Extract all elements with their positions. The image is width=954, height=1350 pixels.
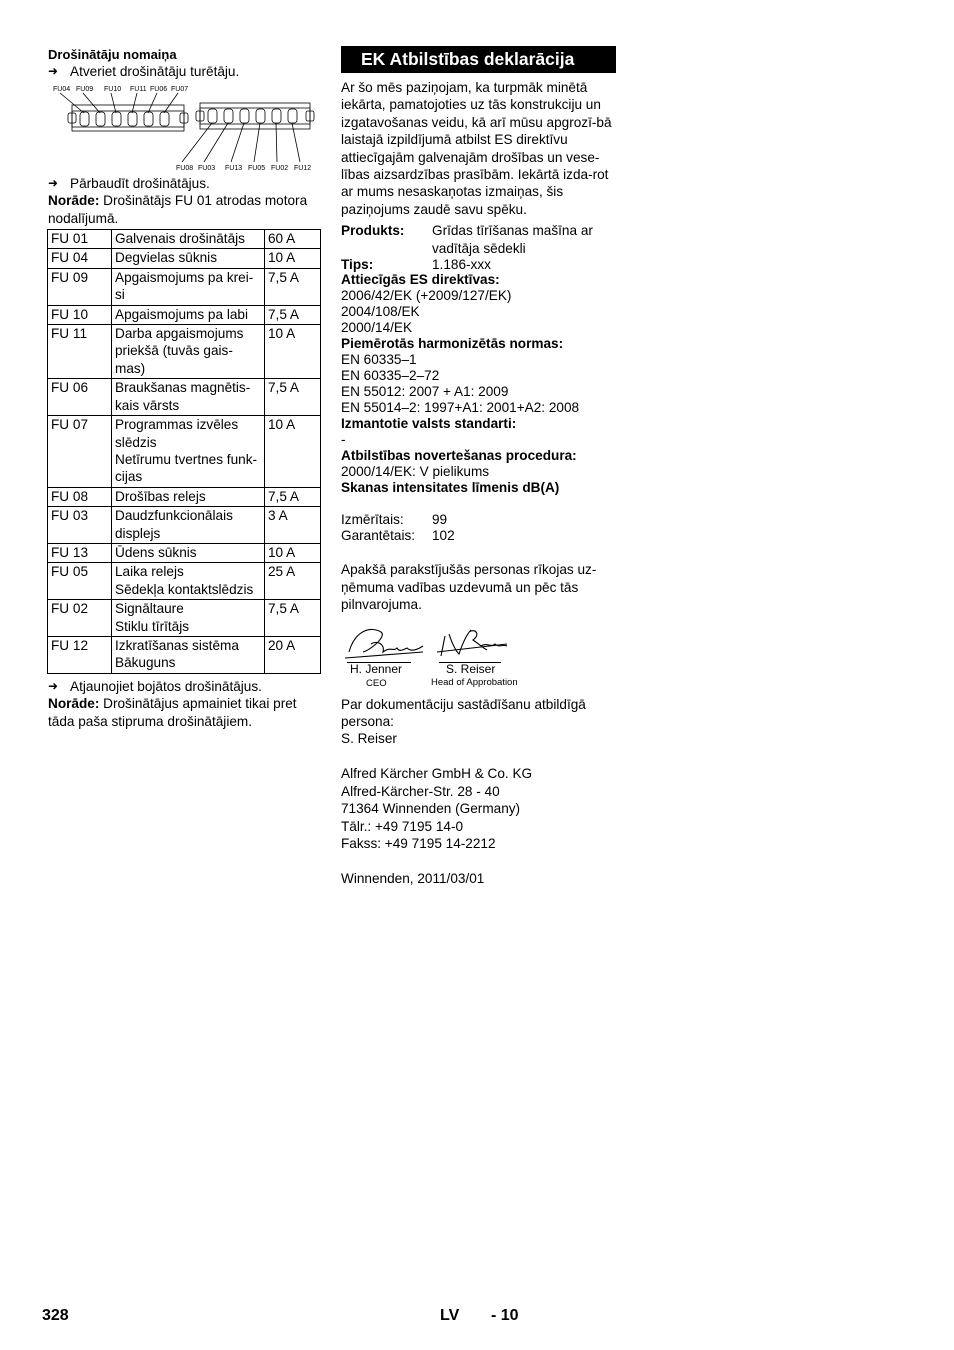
fuse-id: FU 07	[48, 416, 112, 488]
directives-label: Attiecīgās ES direktīvas:	[341, 272, 500, 288]
fuse-description-line: Apgaismojums pa labi	[115, 306, 248, 322]
step-text: Atjaunojiet bojātos drošinātājus.	[70, 678, 262, 694]
fuse-description-line: Drošības relejs	[115, 488, 206, 504]
place-date: Winnenden, 2011/03/01	[341, 870, 485, 886]
step-open-holder	[48, 63, 321, 80]
procedure-label: Atbilstības novertešanas procedura:	[341, 448, 577, 464]
norms-list	[341, 352, 616, 416]
fuse-description-line: Bākuguns	[115, 655, 176, 671]
fuse-description	[112, 636, 265, 673]
fuse-holder-diagram	[50, 85, 316, 171]
fuse-id: FU 04	[48, 249, 112, 268]
step-text: Atveriet drošinātāju turētāju.	[70, 64, 240, 80]
product-row: Produkts: Grīdas tīrīšanas mašīna ar vadītāja sēdekli	[341, 223, 593, 256]
signature-block	[341, 622, 616, 689]
national-standards-label: Izmantotie valsts standarti:	[341, 416, 517, 432]
step-replace-fuses	[48, 678, 321, 695]
directive-item: 2000/14/EK	[341, 320, 413, 336]
diagram-label-bottom: FU03	[198, 164, 216, 171]
right-column	[341, 46, 616, 887]
table-row	[48, 416, 321, 488]
fuse-rating: 3 A	[265, 507, 321, 544]
step-check-fuses	[48, 175, 321, 192]
norms-label: Piemērotās harmonizētās normas:	[341, 336, 564, 352]
fuse-description-line: Laika relejs	[115, 564, 184, 580]
fuse-description	[112, 543, 265, 562]
fuse-description-line: Ūdens sūknis	[115, 544, 197, 560]
norm-item: EN 60335–2–72	[341, 368, 440, 384]
fuse-id: FU 13	[48, 543, 112, 562]
fuse-description	[112, 563, 265, 600]
fuse-description-line: Sēdekļa kontaktslēdzis	[115, 581, 254, 597]
sub-page-number: - 10	[491, 1307, 519, 1324]
diagram-label-top: FU06	[150, 85, 168, 93]
fuse-description	[112, 305, 265, 324]
company-address	[341, 765, 616, 852]
note-motor-fuse: Norāde: Drošinātājs FU 01 atrodas motora nodalījumā.	[48, 193, 308, 226]
procedure-value: 2000/14/EK: V pielikums	[341, 464, 490, 480]
fuse-rating: 10 A	[265, 249, 321, 268]
fuse-description-line: Apgaismojums pa krei-si	[115, 269, 254, 303]
language-code: LV	[440, 1307, 460, 1324]
fuse-description-line: Daudzfunkcionālais displejs	[115, 508, 233, 541]
step-text: Pārbaudīt drošinātājus.	[70, 175, 210, 191]
fuse-rating: 10 A	[265, 325, 321, 379]
page-number: 328	[42, 1307, 69, 1324]
diagram-label-top: FU09	[76, 85, 94, 93]
fuse-description	[112, 487, 265, 506]
sound-level-label: Skanas intensitates līmenis dB(A)	[341, 480, 560, 496]
fuse-id: FU 08	[48, 487, 112, 506]
table-row	[48, 600, 321, 637]
fuse-description	[112, 416, 265, 488]
fuse-rating: 7,5 A	[265, 305, 321, 324]
measured-row: Izmērītais: 99	[341, 512, 448, 528]
norm-item: EN 60335–1	[341, 352, 417, 368]
table-row	[48, 325, 321, 379]
diagram-label-bottom: FU08	[176, 164, 194, 171]
national-standards-value: -	[341, 432, 346, 448]
signer1-role: CEO	[366, 677, 387, 689]
diagram-label-top: FU04	[53, 85, 71, 93]
diagram-label-bottom: FU05	[248, 164, 266, 171]
fuse-rating: 7,5 A	[265, 487, 321, 506]
fuse-rating: 20 A	[265, 636, 321, 673]
directives-list	[341, 288, 616, 336]
table-row	[48, 305, 321, 324]
norm-item: EN 55012: 2007 + A1: 2009	[341, 384, 509, 400]
table-row	[48, 268, 321, 305]
fuse-description-line: Braukšanas magnētis-kais vārsts	[115, 380, 251, 413]
address-line: Tālr.: +49 7195 14-0	[341, 818, 464, 834]
fuse-id: FU 12	[48, 636, 112, 673]
fuse-description-line: Netīrumu tvertnes funk-cijas	[115, 451, 258, 485]
fuse-table	[47, 229, 321, 674]
table-row	[48, 507, 321, 544]
documentation-person-label: Par dokumentāciju sastādīšanu atbildīgā persona:	[341, 696, 586, 730]
address-line: Alfred Kärcher GmbH & Co. KG	[341, 766, 533, 782]
fuse-id: FU 09	[48, 268, 112, 305]
fuse-id: FU 05	[48, 563, 112, 600]
address-line: Fakss: +49 7195 14-2212	[341, 835, 496, 851]
fuse-description-line: Degvielas sūknis	[115, 250, 217, 266]
section-title: Drošinātāju nomaiņa	[48, 47, 177, 62]
table-row	[48, 636, 321, 673]
norm-item: EN 55014–2: 1997+A1: 2001+A2: 2008	[341, 400, 580, 416]
directive-item: 2004/108/EK	[341, 304, 420, 320]
fuse-description	[112, 600, 265, 637]
fuse-id: FU 03	[48, 507, 112, 544]
declaration-heading: EK Atbilstības deklarācija	[341, 46, 616, 73]
diagram-label-bottom: FU12	[294, 164, 312, 171]
fuse-rating: 25 A	[265, 563, 321, 600]
arrow-right-icon: ➜	[48, 175, 59, 190]
fuse-description-line: Darba apgaismojums priekšā (tuvās gais-mas)	[115, 326, 244, 376]
signer1-name: H. Jenner	[350, 661, 403, 676]
fuse-description-line: Galvenais drošinātājs	[115, 231, 245, 247]
fuse-description	[112, 268, 265, 305]
diagram-label-top: FU07	[171, 85, 189, 93]
arrow-right-icon: ➜	[48, 64, 59, 79]
fuse-description-line: Izkratīšanas sistēma	[115, 637, 239, 653]
fuse-description-line: Stiklu tīrītājs	[115, 618, 190, 634]
fuse-rating: 7,5 A	[265, 379, 321, 416]
fuse-description-line: Signāltaure	[115, 601, 184, 617]
fuse-id: FU 10	[48, 305, 112, 324]
signer2-role: Head of Approbation	[431, 676, 518, 688]
fuse-rating: 10 A	[265, 416, 321, 488]
fuse-id: FU 02	[48, 600, 112, 637]
table-row	[48, 543, 321, 562]
fuse-rating: 10 A	[265, 543, 321, 562]
table-row	[48, 249, 321, 268]
signers-text: Apakšā parakstījušās personas rīkojas uz-ņēmuma vadības uzdevumā un pēc tās pilnvarojuma.	[341, 562, 597, 613]
fuse-description-line: Programmas izvēles slēdzis	[115, 417, 239, 450]
fuse-id: FU 06	[48, 379, 112, 416]
handwritten-signatures	[341, 622, 521, 666]
fuse-description	[112, 379, 265, 416]
directive-item: 2006/42/EK (+2009/127/EK)	[341, 288, 512, 304]
fuse-rating: 7,5 A	[265, 268, 321, 305]
documentation-person-name: S. Reiser	[341, 731, 397, 747]
fuse-rating: 7,5 A	[265, 600, 321, 637]
table-row	[48, 379, 321, 416]
fuse-id: FU 11	[48, 325, 112, 379]
signer2-name: S. Reiser	[446, 661, 496, 676]
fuse-description	[112, 249, 265, 268]
table-row	[48, 487, 321, 506]
diagram-label-bottom: FU13	[225, 164, 243, 171]
table-row	[48, 230, 321, 249]
fuse-rating: 60 A	[265, 230, 321, 249]
arrow-right-icon: ➜	[48, 678, 59, 693]
diagram-label-top: FU10	[104, 85, 122, 93]
diagram-label-bottom: FU02	[271, 164, 289, 171]
fuse-description	[112, 230, 265, 249]
address-line: Alfred-Kärcher-Str. 28 - 40	[341, 783, 500, 799]
guaranteed-row: Garantētais: 102	[341, 528, 455, 544]
fuse-description	[112, 507, 265, 544]
fuse-description	[112, 325, 265, 379]
declaration-intro: Ar šo mēs paziņojam, ka turpmāk minētā iekārta, pamatojoties uz tās konstrukciju un izgatavošanas veidu, kā arī mūsu apgrozī-bā laistajā izpildījumā atbilst ES direktīvu attiecīgajām galvenajām drošības un vese-lības aizsardzības prasībām. Iekārtā izda-rot ar mums nesaskaņotas izmaiņas, šis paziņojums zaudē savu spēku.	[341, 80, 612, 217]
table-row	[48, 563, 321, 600]
type-row: Tips: 1.186-xxx	[341, 257, 491, 273]
address-line: 71364 Winnenden (Germany)	[341, 801, 521, 817]
note-same-rating: Norāde: Drošinātājus apmainiet tikai pret tāda paša stipruma drošinātājiem.	[48, 696, 297, 729]
fuse-id: FU 01	[48, 230, 112, 249]
diagram-label-top: FU11	[130, 85, 147, 93]
left-column	[48, 46, 321, 730]
